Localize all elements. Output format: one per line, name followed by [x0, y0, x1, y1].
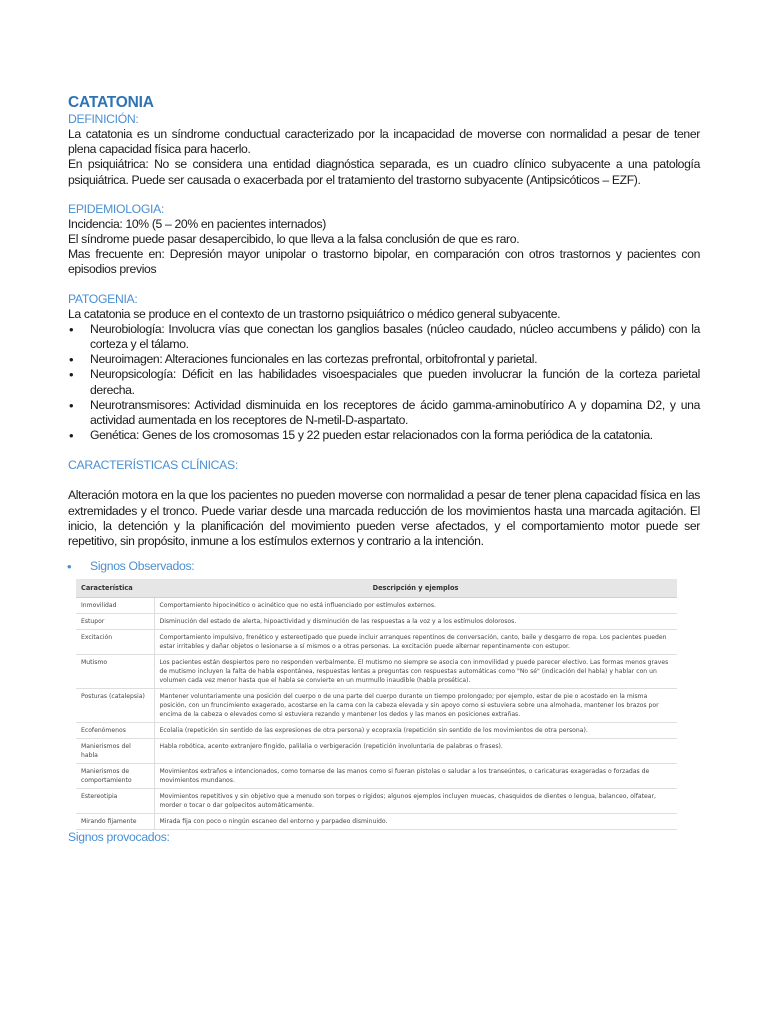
bullet-icon: •	[69, 428, 74, 444]
patogenia-list	[68, 322, 700, 444]
table-cell-descripcion: Disminución del estado de alerta, hipoactividad y disminución de las respuestas a la voz y a los estímulos dolorosos.	[154, 614, 677, 630]
table-cell-caracteristica: Estupor	[76, 614, 154, 630]
patogenia-heading: PATOGENIA:	[68, 291, 138, 306]
table-row	[76, 630, 677, 655]
bullet-icon: •	[69, 397, 74, 413]
epidemiologia-paragraph-3: Mas frecuente en: Depresión mayor unipolar o trastorno bipolar, en comparación con otros trastornos y pacientes con episodios previos	[68, 247, 700, 277]
epidemiologia-heading: EPIDEMIOLOGIA:	[68, 201, 165, 216]
table-row	[76, 598, 677, 614]
table-row	[76, 689, 677, 723]
signos-provocados-heading: Signos provocados:	[68, 830, 170, 845]
signos-table	[76, 579, 677, 830]
table-cell-caracteristica: Mutismo	[76, 655, 154, 689]
signos-observados-label: Signos Observados:	[90, 559, 195, 574]
patogenia-intro: La catatonia se produce en el contexto de un trastorno psiquiátrico o médico general subyacente.	[68, 306, 561, 321]
list-item-text: Neurotransmisores: Actividad disminuida en los receptores de ácido gamma-aminobutírico A y dopamina D2, y una actividad aumentada en los receptores de N-metil-D-aspartato.	[90, 397, 700, 428]
definicion-paragraph-1: La catatonia es un síndrome conductual caracterizado por la incapacidad de moverse con normalidad a pesar de tener plena capacidad física para hacerlo.	[68, 127, 700, 157]
table-row	[76, 723, 677, 739]
list-item	[68, 322, 700, 352]
table-cell-caracteristica: Mirando fijamente	[76, 814, 154, 830]
clinicas-heading: CARACTERÍSTICAS CLÍNICAS:	[68, 458, 238, 473]
epidemiologia-paragraph-2: El síndrome puede pasar desapercibido, lo que lleva a la falsa conclusión de que es raro.	[68, 232, 520, 247]
definicion-heading: DEFINICIÓN:	[68, 112, 139, 126]
signos-observados-item	[68, 559, 700, 574]
table-cell-descripcion: Mirada fija con poco o ningún escaneo del entorno y parpadeo disminuido.	[154, 814, 677, 830]
table-cell-caracteristica: Posturas (catalepsia)	[76, 689, 154, 723]
list-item-text: Genética: Genes de los cromosomas 15 y 22 pueden estar relacionados con la forma periódica de la catatonia.	[90, 428, 653, 443]
table-cell-descripcion: Movimientos repetitivos y sin objetivo que a menudo son torpes o rígidos; algunos ejemplos incluyen muecas, chasquidos de dientes o lengua, balanceo, olfatear, morder o tocar o dar golpecitos automáticamente.	[154, 789, 677, 814]
table-cell-descripcion: Los pacientes están despiertos pero no responden verbalmente. El mutismo no siempre se asocia con inmovilidad y puede parecer electivo. Las formas menos graves de mutismo incluyen la falta de habla espontánea, respuestas lentas a preguntas con respuestas automáticas como "No sé" (indicación del habla) y hablar con un volumen cada vez menor hasta que el habla se convierte en un murmullo inaudible (habla prosética).	[154, 655, 677, 689]
bullet-icon: •	[69, 352, 74, 368]
list-item-text: Neuroimagen: Alteraciones funcionales en las cortezas prefrontal, orbitofrontal y parietal.	[90, 352, 538, 367]
table-cell-caracteristica: Manierismos del habla	[76, 739, 154, 764]
table-row	[76, 814, 677, 830]
table-cell-descripcion: Habla robótica, acento extranjero fingido, palilalia o verbigeración (repetición involuntaria de palabras o frases).	[154, 739, 677, 764]
table-row	[76, 764, 677, 789]
table-cell-descripcion: Movimientos extraños e intencionados, como tomarse de las manos como si fueran pistolas o saludar a los transeúntes, o caricaturas exageradas o forzadas de movimientos mundanos.	[154, 764, 677, 789]
table-row	[76, 789, 677, 814]
table-cell-descripcion: Comportamiento impulsivo, frenético y estereotipado que puede incluir arranques repentinos de conversación, canto, baile y desgarro de ropa. Los pacientes pueden estar irritables y dañar objetos o lesionarse a sí mismos o a otras personas. La excitación puede alternar repentinamente con estupor.	[154, 630, 677, 655]
table-cell-caracteristica: Excitación	[76, 630, 154, 655]
table-cell-descripcion: Ecolalia (repetición sin sentido de las expresiones de otra persona) y ecopraxia (repetición sin sentido de los movimientos de otra persona).	[154, 723, 677, 739]
table-cell-descripcion: Comportamiento hipocinético o acinético que no está influenciado por estímulos externos.	[154, 598, 677, 614]
table-cell-caracteristica: Ecofenómenos	[76, 723, 154, 739]
bullet-icon: •	[69, 321, 74, 337]
document-title: CATATONIA	[68, 94, 154, 111]
table-row	[76, 655, 677, 689]
list-item	[68, 367, 700, 397]
list-item-text: Neuropsicología: Déficit en las habilidades visoespaciales que pueden involucrar la función de la corteza parietal derecha.	[90, 367, 700, 397]
list-item	[68, 398, 700, 428]
list-item-text: Neurobiología: Involucra vías que conectan los ganglios basales (núcleo caudado, núcleo accumbens y pálido) con la corteza y el tálamo.	[90, 321, 700, 352]
epidemiologia-paragraph-1: Incidencia: 10% (5 – 20% en pacientes internados)	[68, 216, 326, 231]
table-row	[76, 739, 677, 764]
table-row	[76, 614, 677, 630]
list-item	[68, 352, 700, 367]
table-header-descripcion: Descripción y ejemplos	[154, 579, 677, 598]
table-cell-caracteristica: Inmovilidad	[76, 598, 154, 614]
table-header-row	[76, 579, 677, 598]
clinicas-paragraph: Alteración motora en la que los pacientes no pueden moverse con normalidad a pesar de tener plena capacidad física en las extremidades y el tronco. Puede variar desde una marcada reducción de los movimientos hasta una marcada agitación. El inicio, la detención y la planificación del movimiento pueden verse afectados, y el comportamiento motor puede ser repetitivo, sin propósito, inmune a los estímulos externos y contrario a la intención.	[68, 488, 700, 549]
bullet-icon: •	[67, 559, 72, 575]
table-cell-descripcion: Mantener voluntariamente una posición del cuerpo o de una parte del cuerpo durante un tiempo prolongado; por ejemplo, estar de pie o acostado en la misma posición, con un fruncimiento exagerado, acostarse en la cama con la cabeza elevada y sin apoyo como si estuviera sobre una almohada, mantener los brazos por encima de la cabeza o elevados como si estuviera rezando y mantener los dedos y las manos en posiciones extrañas.	[154, 689, 677, 723]
table-header-caracteristica: Característica	[76, 579, 154, 598]
table-cell-caracteristica: Manierismos de comportamiento	[76, 764, 154, 789]
table-cell-caracteristica: Estereotipia	[76, 789, 154, 814]
definicion-paragraph-2: En psiquiátrica: No se considera una entidad diagnóstica separada, es un cuadro clínico subyacente a una patología psiquiátrica. Puede ser causada o exacerbada por el tratamiento del trastorno subyacente (Antipsicóticos – EZF).	[68, 157, 700, 187]
document-page	[68, 93, 700, 845]
bullet-icon: •	[69, 367, 74, 383]
list-item	[68, 428, 700, 443]
